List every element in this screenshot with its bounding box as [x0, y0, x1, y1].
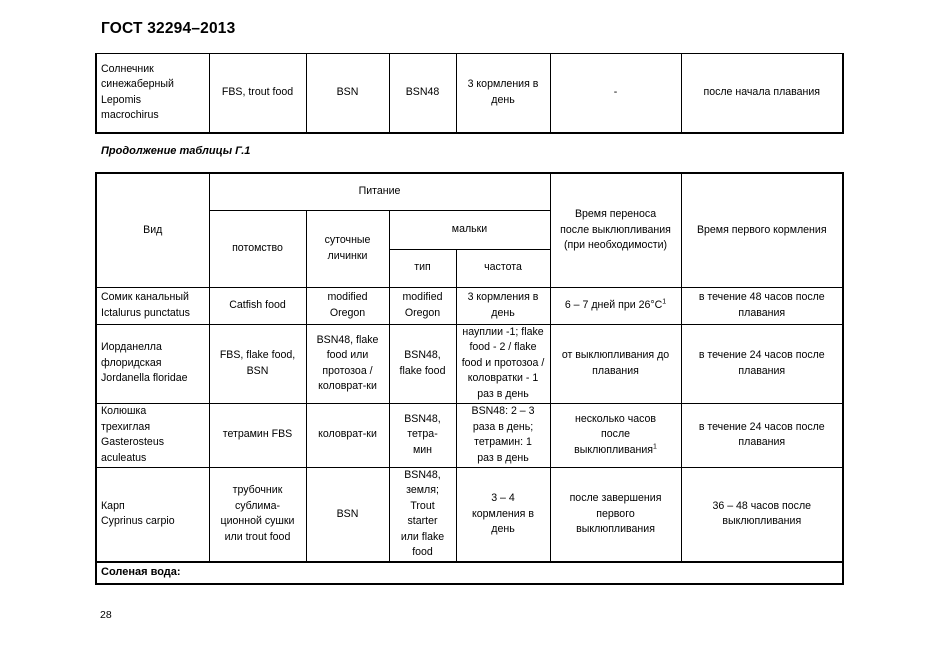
offspring-cell: тетрамин FBS: [209, 403, 306, 467]
header-first-feeding: Время первого кормления: [681, 173, 843, 287]
header-fry-type: тип: [389, 249, 456, 287]
transfer-time-cell: -: [550, 54, 681, 133]
document-title: ГОСТ 32294–2013: [101, 20, 236, 37]
species-cell: Солнечник синежаберный Lepomis macrochirus: [96, 54, 209, 133]
salt-water-section: Соленая вода:: [96, 562, 843, 584]
table-row: [96, 324, 843, 403]
species-cell: Карп Cyprinus carpio: [96, 467, 209, 562]
header-row: [96, 173, 843, 210]
table-row: [96, 287, 843, 324]
first-feeding-cell: после начала плавания: [681, 54, 843, 133]
fry-frequency-cell: 3 – 4 кормления в день: [456, 467, 550, 562]
header-nutrition: Питание: [209, 173, 550, 210]
species-cell: Колюшка трехиглая Gasterosteus aculeatus: [96, 403, 209, 467]
fry-type-cell: BSN48, земля; Trout starter или flake food: [389, 467, 456, 562]
header-daily-larvae: суточные личинки: [306, 210, 389, 287]
species-cell: Иорданелла флоридская Jordanella floridae: [96, 324, 209, 403]
fry-type-cell: BSN48: [389, 54, 456, 133]
table-row: [96, 403, 843, 467]
offspring-cell: трубочник сублима- ционной сушки или trout food: [209, 467, 306, 562]
feeding-table: [95, 172, 844, 585]
daily-larvae-cell: modified Oregon: [306, 287, 389, 324]
fry-frequency-cell: науплии -1; flake food - 2 / flake food и протозоа / коловратки - 1 раз в день: [456, 324, 550, 403]
transfer-time-cell: после завершения первого выклюпливания: [550, 467, 681, 562]
table-top-fragment: [95, 53, 844, 134]
daily-larvae-cell: BSN48, flake food или протозоа / коловрат-ки: [306, 324, 389, 403]
header-species: Вид: [96, 173, 209, 287]
page-number: 28: [100, 609, 112, 621]
daily-larvae-cell: коловрат-ки: [306, 403, 389, 467]
fry-type-cell: modified Oregon: [389, 287, 456, 324]
fry-frequency-cell: 3 кормления в день: [456, 54, 550, 133]
header-fry-frequency: частота: [456, 249, 550, 287]
table-row: [96, 54, 843, 133]
fry-frequency-cell: 3 кормления в день: [456, 287, 550, 324]
fry-type-cell: BSN48, тетра- мин: [389, 403, 456, 467]
first-feeding-cell: в течение 24 часов после плавания: [681, 403, 843, 467]
table-caption: Продолжение таблицы Г.1: [101, 145, 251, 157]
fry-type-cell: BSN48, flake food: [389, 324, 456, 403]
fry-frequency-cell: BSN48: 2 – 3 раза в день; тетрамин: 1 раз в день: [456, 403, 550, 467]
transfer-time-cell: от выклюпливания до плавания: [550, 324, 681, 403]
header-transfer-time: Время переноса после выклюпливания (при необходимости): [550, 173, 681, 287]
offspring-cell: FBS, trout food: [209, 54, 306, 133]
first-feeding-cell: в течение 24 часов после плавания: [681, 324, 843, 403]
header-offspring: потомство: [209, 210, 306, 287]
first-feeding-cell: 36 – 48 часов после выклюпливания: [681, 467, 843, 562]
first-feeding-cell: в течение 48 часов после плавания: [681, 287, 843, 324]
header-fry: мальки: [389, 210, 550, 249]
table-row: [96, 562, 843, 584]
transfer-time-cell: 6 – 7 дней при $26^\circ С^1$: [550, 287, 681, 324]
table-row: [96, 467, 843, 562]
species-cell: Сомик канальный Ictalurus punctatus: [96, 287, 209, 324]
daily-larvae-cell: BSN: [306, 467, 389, 562]
offspring-cell: FBS, flake food, BSN: [209, 324, 306, 403]
daily-larvae-cell: BSN: [306, 54, 389, 133]
offspring-cell: Catfish food: [209, 287, 306, 324]
transfer-time-cell: несколько часов после выклюпливания$^1$: [550, 403, 681, 467]
